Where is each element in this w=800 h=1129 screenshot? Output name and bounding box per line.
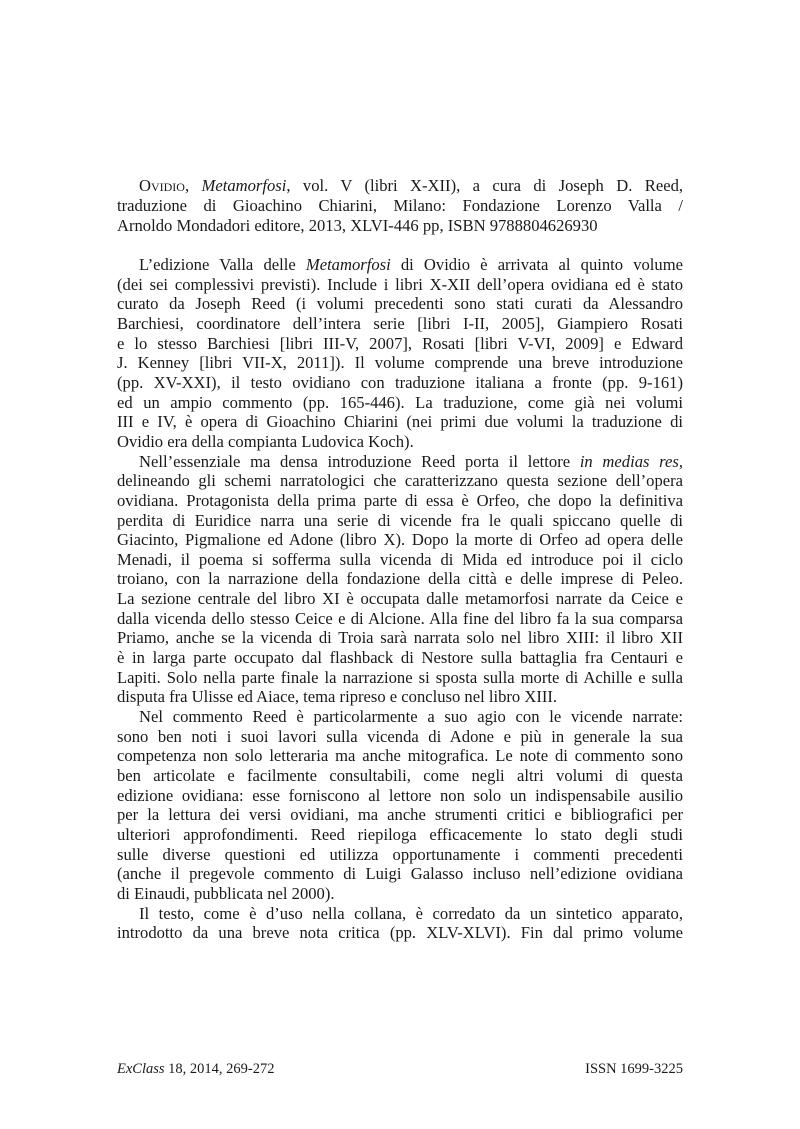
body-line: Ovidio era della compianta Ludovica Koch). <box>117 431 414 451</box>
journal-issue: 18, 2014, 269-272 <box>164 1061 275 1077</box>
body-line: sono ben noti i suoi lavori sulla vicenda di Adone e più in generale la sua <box>117 726 683 746</box>
italic-title: Metamorfosi <box>305 255 391 274</box>
body-line: troiano, con la narrazione della fondazione della città e delle imprese di Peleo. <box>117 569 683 589</box>
body-line: dalla vicenda dello stesso Ceice e di Alcione. Alla fine del libro fa la sua comparsa <box>117 608 683 628</box>
body-line: delineando gli schemi narratologici che caratterizzano questa sezione dell’opera <box>117 471 683 491</box>
body-line: ed un ampio commento (pp. 165-446). La traduzione, come già nei volumi <box>117 392 683 412</box>
body-line: Nel commento Reed è particolarmente a suo agio con le vicende narrate: <box>139 707 683 726</box>
footer-journal-info <box>117 1060 275 1078</box>
body-line <box>139 255 683 275</box>
body-line: Priamo, anche se la vicenda di Troia sarà narrata solo nel libro XIII: il libro XII <box>117 628 683 648</box>
body-line: curato da Joseph Reed (i volumi precedenti sono stati curati da Alessandro <box>117 294 683 314</box>
citation-line-1: Ovidio, Metamorfosi, vol. V (libri X-XII), a cura di Joseph D. Reed, <box>139 176 684 195</box>
body-line: di Einaudi, pubblicata nel 2000). <box>117 883 335 903</box>
body-line: (anche il pregevole commento di Luigi Galasso incluso nell’edizione ovidiana <box>117 864 683 884</box>
body-line: La sezione centrale del libro XI è occupata dalle metamorfosi narrate da Ceice e <box>117 589 683 609</box>
body-line: J. Kenney [libri VII-X, 2011]). Il volume comprende una breve introduzione <box>117 353 683 373</box>
body-line: sulle diverse questioni ed utilizza opportunamente i commenti precedenti <box>117 844 683 864</box>
body-line: Menadi, il poema si sofferma sulla vicenda di Mida ed introduce poi il ciclo <box>117 549 683 569</box>
italic-phrase: in medias res <box>579 451 679 471</box>
body-line: disputa fra Ulisse ed Aiace, tema ripreso e concluso nel libro XIII. <box>117 687 558 707</box>
body-line: Barchiesi, coordinatore dell’intera serie [libri I-II, 2005], Giampiero Rosati <box>117 314 683 333</box>
body-line: per la lettura dei versi ovidiani, ma anche strumenti critici e bibliografici per <box>117 805 683 825</box>
body-line: ovidiana. Protagonista della prima parte di essa è Orfeo, che dopo la definitiva <box>117 490 683 510</box>
body-line: ulteriori approfondimenti. Reed riepiloga efficacemente lo stato degli studi <box>117 824 683 844</box>
body-line: III e IV, è opera di Gioachino Chiarini (nei primi due volumi la traduzione di <box>117 412 683 432</box>
body-line: (dei sei complessivi previsti). Include i libri X-XII dell’opera ovidiana ed è stato <box>117 274 683 294</box>
body-line: perdita di Euridice narra una serie di vicende fra le quali spiccano quelle di <box>117 510 683 530</box>
body-line: Il testo, come è d’uso nella collana, è corredato da un sintetico apparato, <box>139 903 683 923</box>
body-line: introdotto da una breve nota critica (pp. XLV-XLVI). Fin dal primo volume <box>117 923 683 943</box>
text-run: , <box>678 451 683 471</box>
body-line: Lapiti. Solo nella parte finale la narrazione si sposta sulla morte di Achille e sulla <box>117 667 683 687</box>
citation-line-3: Arnoldo Mondadori editore, 2013, XLVI-446 pp, ISBN 9788804626930 <box>117 216 598 235</box>
footer-issn: ISSN 1699-3225 <box>585 1061 683 1077</box>
citation-line-2: traduzione di Gioachino Chiarini, Milano: Fondazione Lorenzo Valla / <box>117 196 683 215</box>
citation-author: Ovidio <box>139 176 185 195</box>
body-line: competenza non solo letteraria ma anche mitografica. Le note di commento sono <box>117 746 683 766</box>
journal-name: ExClass <box>117 1061 165 1077</box>
body-line: e lo stesso Barchiesi [libri III-V, 2007], Rosati [libri V-VI, 2009] e Edward <box>117 333 683 353</box>
text-run: Nell’essenziale ma densa introduzione Reed porta il lettore <box>139 451 580 471</box>
text-run: L’edizione Valla delle <box>139 255 306 274</box>
body-line <box>139 452 683 472</box>
body-line: (pp. XV-XXI), il testo ovidiano con traduzione italiana a fronte (pp. 9-161) <box>117 372 683 392</box>
body-line: Giacinto, Pigmalione ed Adone (libro X). Dopo la morte di Orfeo ad opera delle <box>117 530 683 550</box>
body-line: è in larga parte occupato dal flashback di Nestore sulla battaglia fra Centauri e <box>117 648 683 667</box>
body-line: ben articolate e facilmente consultabili, come negli altri volumi di questa <box>117 765 683 785</box>
text-run: di Ovidio è arrivata al quinto volume <box>390 255 683 274</box>
citation-text: , vol. V (libri X-XII), a cura di Joseph D. Reed, <box>286 176 684 195</box>
citation-title: Metamorfosi <box>201 176 287 195</box>
body-line: edizione ovidiana: esse forniscono al lettore non solo un indispensabile ausilio <box>117 785 683 805</box>
